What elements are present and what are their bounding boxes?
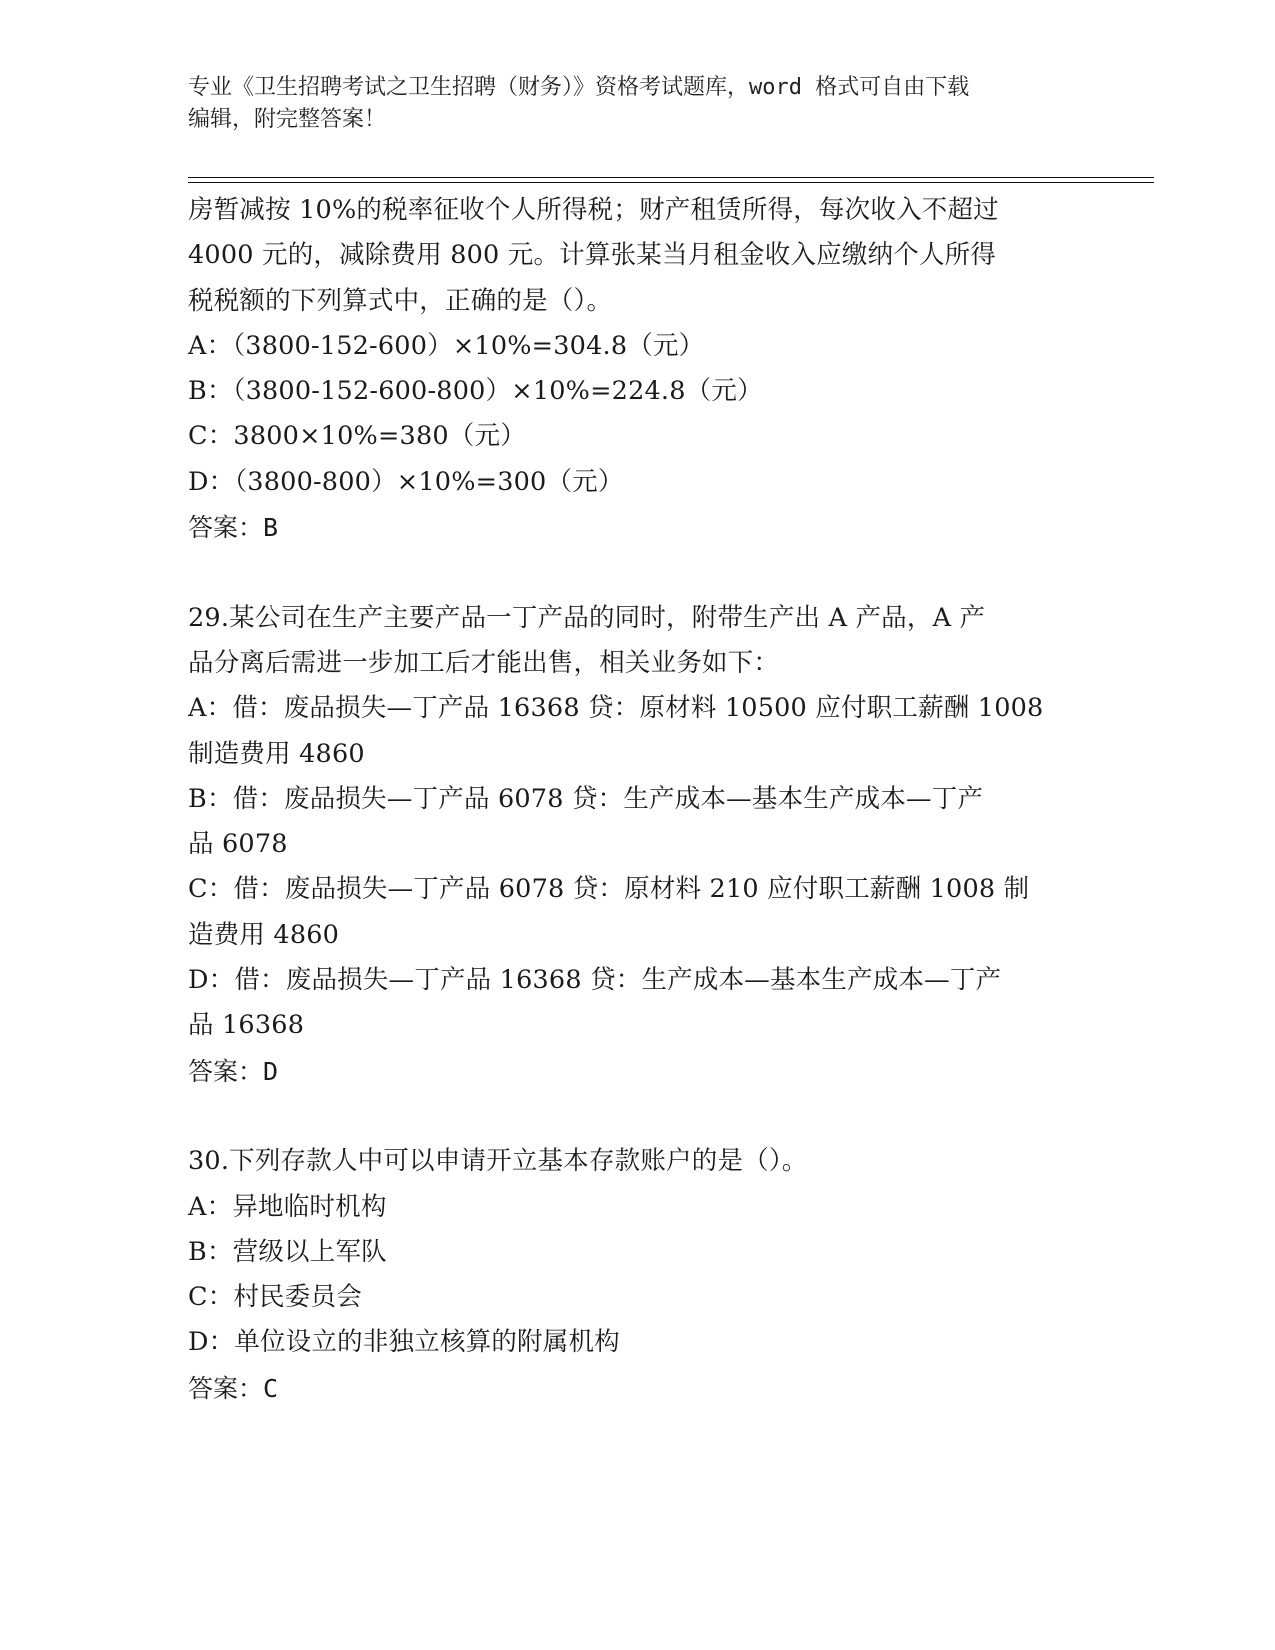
question-stem-line: 税税额的下列算式中，正确的是（）。: [188, 285, 613, 316]
question-stem-line: 品分离后需进一步加工后才能出售，相关业务如下：: [188, 647, 780, 678]
spacer: [188, 1094, 1088, 1139]
question-stem-line: 30.下列存款人中可以申请开立基本存款账户的是（）。: [188, 1146, 808, 1177]
option-d: D：借：废品损失—丁产品 16368 贷：生产成本—基本生产成本—丁产: [188, 965, 1002, 996]
header-line-1: 专业《卫生招聘考试之卫生招聘（财务）》资格考试题库，word 格式可自由下载: [188, 75, 970, 100]
answer-line: 答案：C: [188, 1373, 279, 1403]
header-divider-top: [188, 177, 1154, 178]
option-d-cont: 品 16368: [188, 1010, 305, 1041]
option-c: C：村民委员会: [188, 1282, 362, 1313]
answer-line: 答案：D: [188, 1056, 279, 1086]
option-c-cont: 造费用 4860: [188, 919, 340, 950]
question-stem-line: 4000 元的，减除费用 800 元。计算张某当月租金收入应缴纳个人所得: [188, 240, 997, 271]
question-stem-line: 29.某公司在生产主要产品一丁产品的同时，附带生产出 A 产品，A 产: [188, 602, 986, 633]
question-29: [188, 596, 1088, 1094]
question-28: [188, 188, 1088, 550]
spacer: [188, 550, 1088, 595]
option-c: C：3800×10%=380（元）: [188, 421, 526, 452]
question-30: [188, 1139, 1088, 1411]
option-b: B：借：废品损失—丁产品 6078 贷：生产成本—基本生产成本—丁产: [188, 783, 984, 814]
question-stem-line: 房暂减按 10%的税率征收个人所得税；财产租赁所得，每次收入不超过: [188, 195, 999, 225]
option-d: D：（3800-800）×10%=300（元）: [188, 466, 624, 497]
option-a: A：异地临时机构: [188, 1191, 387, 1222]
option-b-cont: 品 6078: [188, 829, 288, 860]
header-line-2: 编辑，附完整答案！: [188, 107, 387, 132]
option-b: B：（3800-152-600-800）×10%=224.8（元）: [188, 376, 763, 407]
document-header: [188, 72, 1088, 136]
option-d: D：单位设立的非独立核算的附属机构: [188, 1327, 620, 1358]
header-divider-bottom: [188, 182, 1154, 183]
document-body: [188, 188, 1088, 1411]
option-c: C：借：废品损失—丁产品 6078 贷：原材料 210 应付职工薪酬 1008 制: [188, 874, 1030, 905]
option-a: A：借：废品损失—丁产品 16368 贷：原材料 10500 应付职工薪酬 1008: [188, 693, 1044, 724]
option-a-cont: 制造费用 4860: [188, 738, 365, 769]
answer-line: 答案：B: [188, 513, 279, 543]
option-a: A：（3800-152-600）×10%=304.8（元）: [188, 330, 705, 361]
option-b: B：营级以上军队: [188, 1236, 387, 1267]
